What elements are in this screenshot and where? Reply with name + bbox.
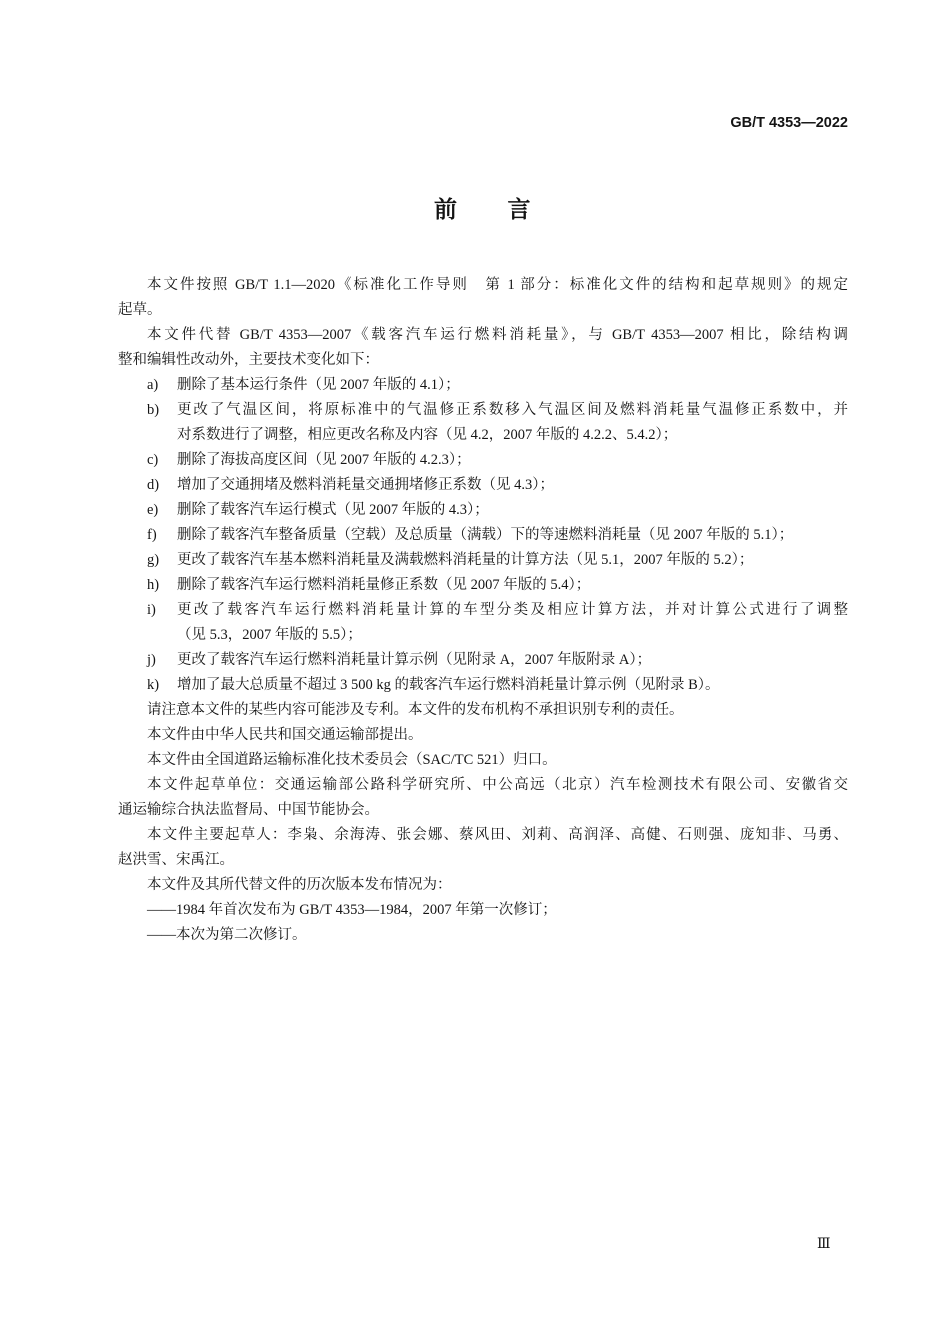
drafting-units-line: 本文件起草单位：交通运输部公路科学研究所、中公高远（北京）汽车检测技术有限公司、安徽省交 [147,777,848,793]
change-text: 更改了气温区间，将原标准中的气温修正系数移入气温区间及燃料消耗量气温修正系数中，并 [177,402,848,418]
drafting-units-line: 通运输综合执法监督局、中国节能协会。 [118,802,379,818]
responsible-committee: 本文件由全国道路运输标准化技术委员会（SAC/TC 521）归口。 [147,752,557,768]
change-text: 更改了载客汽车运行燃料消耗量计算示例（见附录 A，2007 年版附录 A）； [177,652,652,668]
change-text: 增加了最大总质量不超过 3 500 kg 的载客汽车运行燃料消耗量计算示例（见附录 B）。 [177,677,720,693]
history-intro: 本文件及其所代替文件的历次版本发布情况为： [147,877,452,893]
change-item-j [118,648,848,673]
list-label: a) [147,377,159,393]
change-item-d [118,473,848,498]
list-label: e) [147,502,159,518]
list-label: i) [147,602,156,618]
change-item-b [118,398,848,423]
patent-notice: 请注意本文件的某些内容可能涉及专利。本文件的发布机构不承担识别专利的责任。 [147,702,684,718]
change-item-e [118,498,848,523]
drafters-line: 本文件主要起草人：李枭、余海涛、张会娜、蔡风田、刘莉、高润泽、高健、石则强、庞知非、马勇、 [147,827,848,843]
change-item-g [118,548,848,573]
list-label: g) [147,552,160,568]
history-item: ——本次为第二次修订。 [147,927,307,943]
change-text: 对系数进行了调整，相应更改名称及内容（见 4.2，2007 年版的 4.2.2、5.4.2）； [177,427,678,443]
change-item-h [118,573,848,598]
standard-number: GB/T 4353—2022 [730,115,848,131]
change-item-i [118,598,848,623]
change-item-k [118,673,848,698]
change-text: 更改了载客汽车运行燃料消耗量计算的车型分类及相应计算方法，并对计算公式进行了调整 [177,602,848,618]
change-item-a [118,373,848,398]
change-text: 删除了载客汽车运行模式（见 2007 年版的 4.3）； [177,502,489,518]
change-item-c [118,448,848,473]
proposer-statement: 本文件由中华人民共和国交通运输部提出。 [147,727,423,743]
change-item-f [118,523,848,548]
change-text: （见 5.3，2007 年版的 5.5）； [177,627,362,643]
change-text: 删除了载客汽车整备质量（空载）及总质量（满载）下的等速燃料消耗量（见 2007 年版的 5.1）； [177,527,794,543]
paragraph-line: 起草。 [118,302,162,318]
change-text: 更改了载客汽车基本燃料消耗量及满载燃料消耗量的计算方法（见 5.1，2007 年版的 5.2）； [177,552,754,568]
foreword-body [118,273,848,948]
change-text: 删除了载客汽车运行燃料消耗量修正系数（见 2007 年版的 5.4）； [177,577,591,593]
change-text: 删除了基本运行条件（见 2007 年版的 4.1）； [177,377,460,393]
paragraph-line: 本文件按照 GB/T 1.1—2020《标准化工作导则 第 1 部分：标准化文件的结构和起草规则》的规定 [147,277,848,293]
list-label: f) [147,527,157,543]
paragraph-line: 整和编辑性改动外，主要技术变化如下： [118,352,379,368]
list-label: j) [147,652,156,668]
history-item: ——1984 年首次发布为 GB/T 4353—1984，2007 年第一次修订； [147,902,557,918]
change-item-b-continued [118,423,848,448]
list-label: c) [147,452,159,468]
drafters-line: 赵洪雪、宋禹江。 [118,852,234,868]
list-label: k) [147,677,160,693]
paragraph-line: 本文件代替 GB/T 4353—2007《载客汽车运行燃料消耗量》，与 GB/T 4353—2007 相比，除结构调 [147,327,848,343]
list-label: d) [147,477,160,493]
list-label: b) [147,402,160,418]
change-text: 删除了海拔高度区间（见 2007 年版的 4.2.3）； [177,452,471,468]
change-text: 增加了交通拥堵及燃料消耗量交通拥堵修正系数（见 4.3）； [177,477,554,493]
page-number: Ⅲ [817,1237,831,1252]
page-title: 前 言 [434,197,532,222]
change-item-i-continued [118,623,848,648]
list-label: h) [147,577,160,593]
